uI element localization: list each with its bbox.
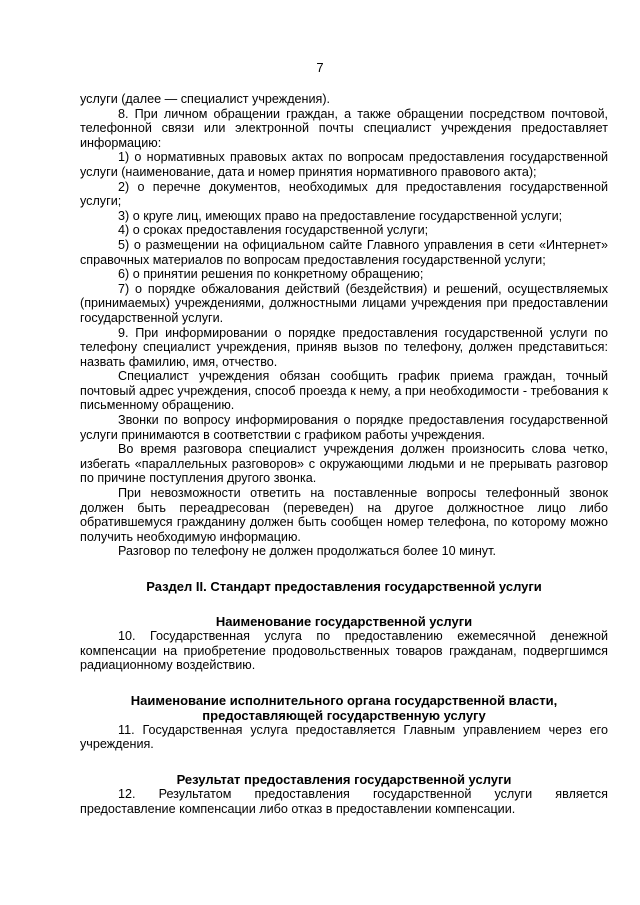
heading-authority-line-1: Наименование исполнительного органа государственной власти, [130, 692, 558, 708]
list-item-6: 6) о принятии решения по конкретному обращению; [118, 267, 424, 282]
paragraph-conversation: Во время разговора специалист учреждения должен произносить слова четко, избегать «параллельных разговоров» с окружающими людьми и не прерывать разговор по причине поступления другого звонка. [80, 442, 608, 486]
paragraph-12: 12. Результатом предоставления государственной услуги является предоставление компенсации либо отказ в предоставлении компенсации. [80, 786, 608, 816]
paragraph-schedule: Специалист учреждения обязан сообщить график приема граждан, точный почтовый адрес учреждения, способ проезда к нему, а при необходимости - требования к письменному обращению. [80, 369, 608, 413]
paragraph-continuation: услуги (далее — специалист учреждения). [80, 92, 331, 106]
page-number: 7 [316, 60, 324, 75]
list-item-4: 4) о сроках предоставления государственной услуги; [118, 223, 429, 238]
list-item-7: 7) о порядке обжалования действий (бездействия) и решений, осуществляемых (принимаемых) учреждениями, должностными лицами учреждения при предоставлении государственной услуги. [80, 281, 608, 325]
paragraph-calls: Звонки по вопросу информирования о порядке предоставления государственной услуги принимаются в соответствии с графиком работы учреждения. [80, 413, 608, 442]
section-heading: Раздел II. Стандарт предоставления государственной услуги [146, 579, 542, 594]
paragraph-8: 8. При личном обращении граждан, а также обращении посредством почтовой, телефонной связи или электронной почты специалист учреждения предоставляет информацию: [80, 106, 608, 150]
list-item-1: 1) о нормативных правовых актах по вопросам предоставления государственной услуги (наименование, дата и номер принятия нормативного правового акта); [80, 150, 608, 179]
paragraph-redirect: При невозможности ответить на поставленные вопросы телефонный звонок должен быть переадресован (переведен) на другое должностное лицо либо обратившемуся гражданину должен быть сообщен номер телефона, по которому можно получить необходимую информацию. [80, 486, 608, 544]
list-item-3: 3) о круге лиц, имеющих право на предоставление государственной услуги; [118, 208, 563, 223]
paragraph-duration: Разговор по телефону не должен продолжаться более 10 минут. [118, 544, 496, 559]
heading-authority-line-2: предоставляющей государственную услугу [202, 707, 486, 723]
paragraph-9: 9. При информировании о порядке предоставления государственной услуги по телефону специалист учреждения, приняв вызов по телефону, должен представиться: назвать фамилию, имя, отчество. [80, 325, 608, 369]
paragraph-10: 10. Государственная услуга по предоставлению ежемесячной денежной компенсации на приобретение продовольственных товаров гражданам, подвергшимся радиационному воздействию. [80, 629, 608, 673]
heading-service-name: Наименование государственной услуги [215, 614, 473, 629]
paragraph-11: 11. Государственная услуга предоставляется Главным управлением через его учреждения. [80, 722, 608, 752]
document-body [80, 92, 608, 816]
list-item-2: 2) о перечне документов, необходимых для предоставления государственной услуги; [80, 179, 608, 209]
list-item-5: 5) о размещении на официальном сайте Главного управления в сети «Интернет» справочных материалов по вопросам предоставления государственной услуги; [80, 237, 608, 267]
heading-result: Результат предоставления государственной услуги [176, 771, 512, 787]
